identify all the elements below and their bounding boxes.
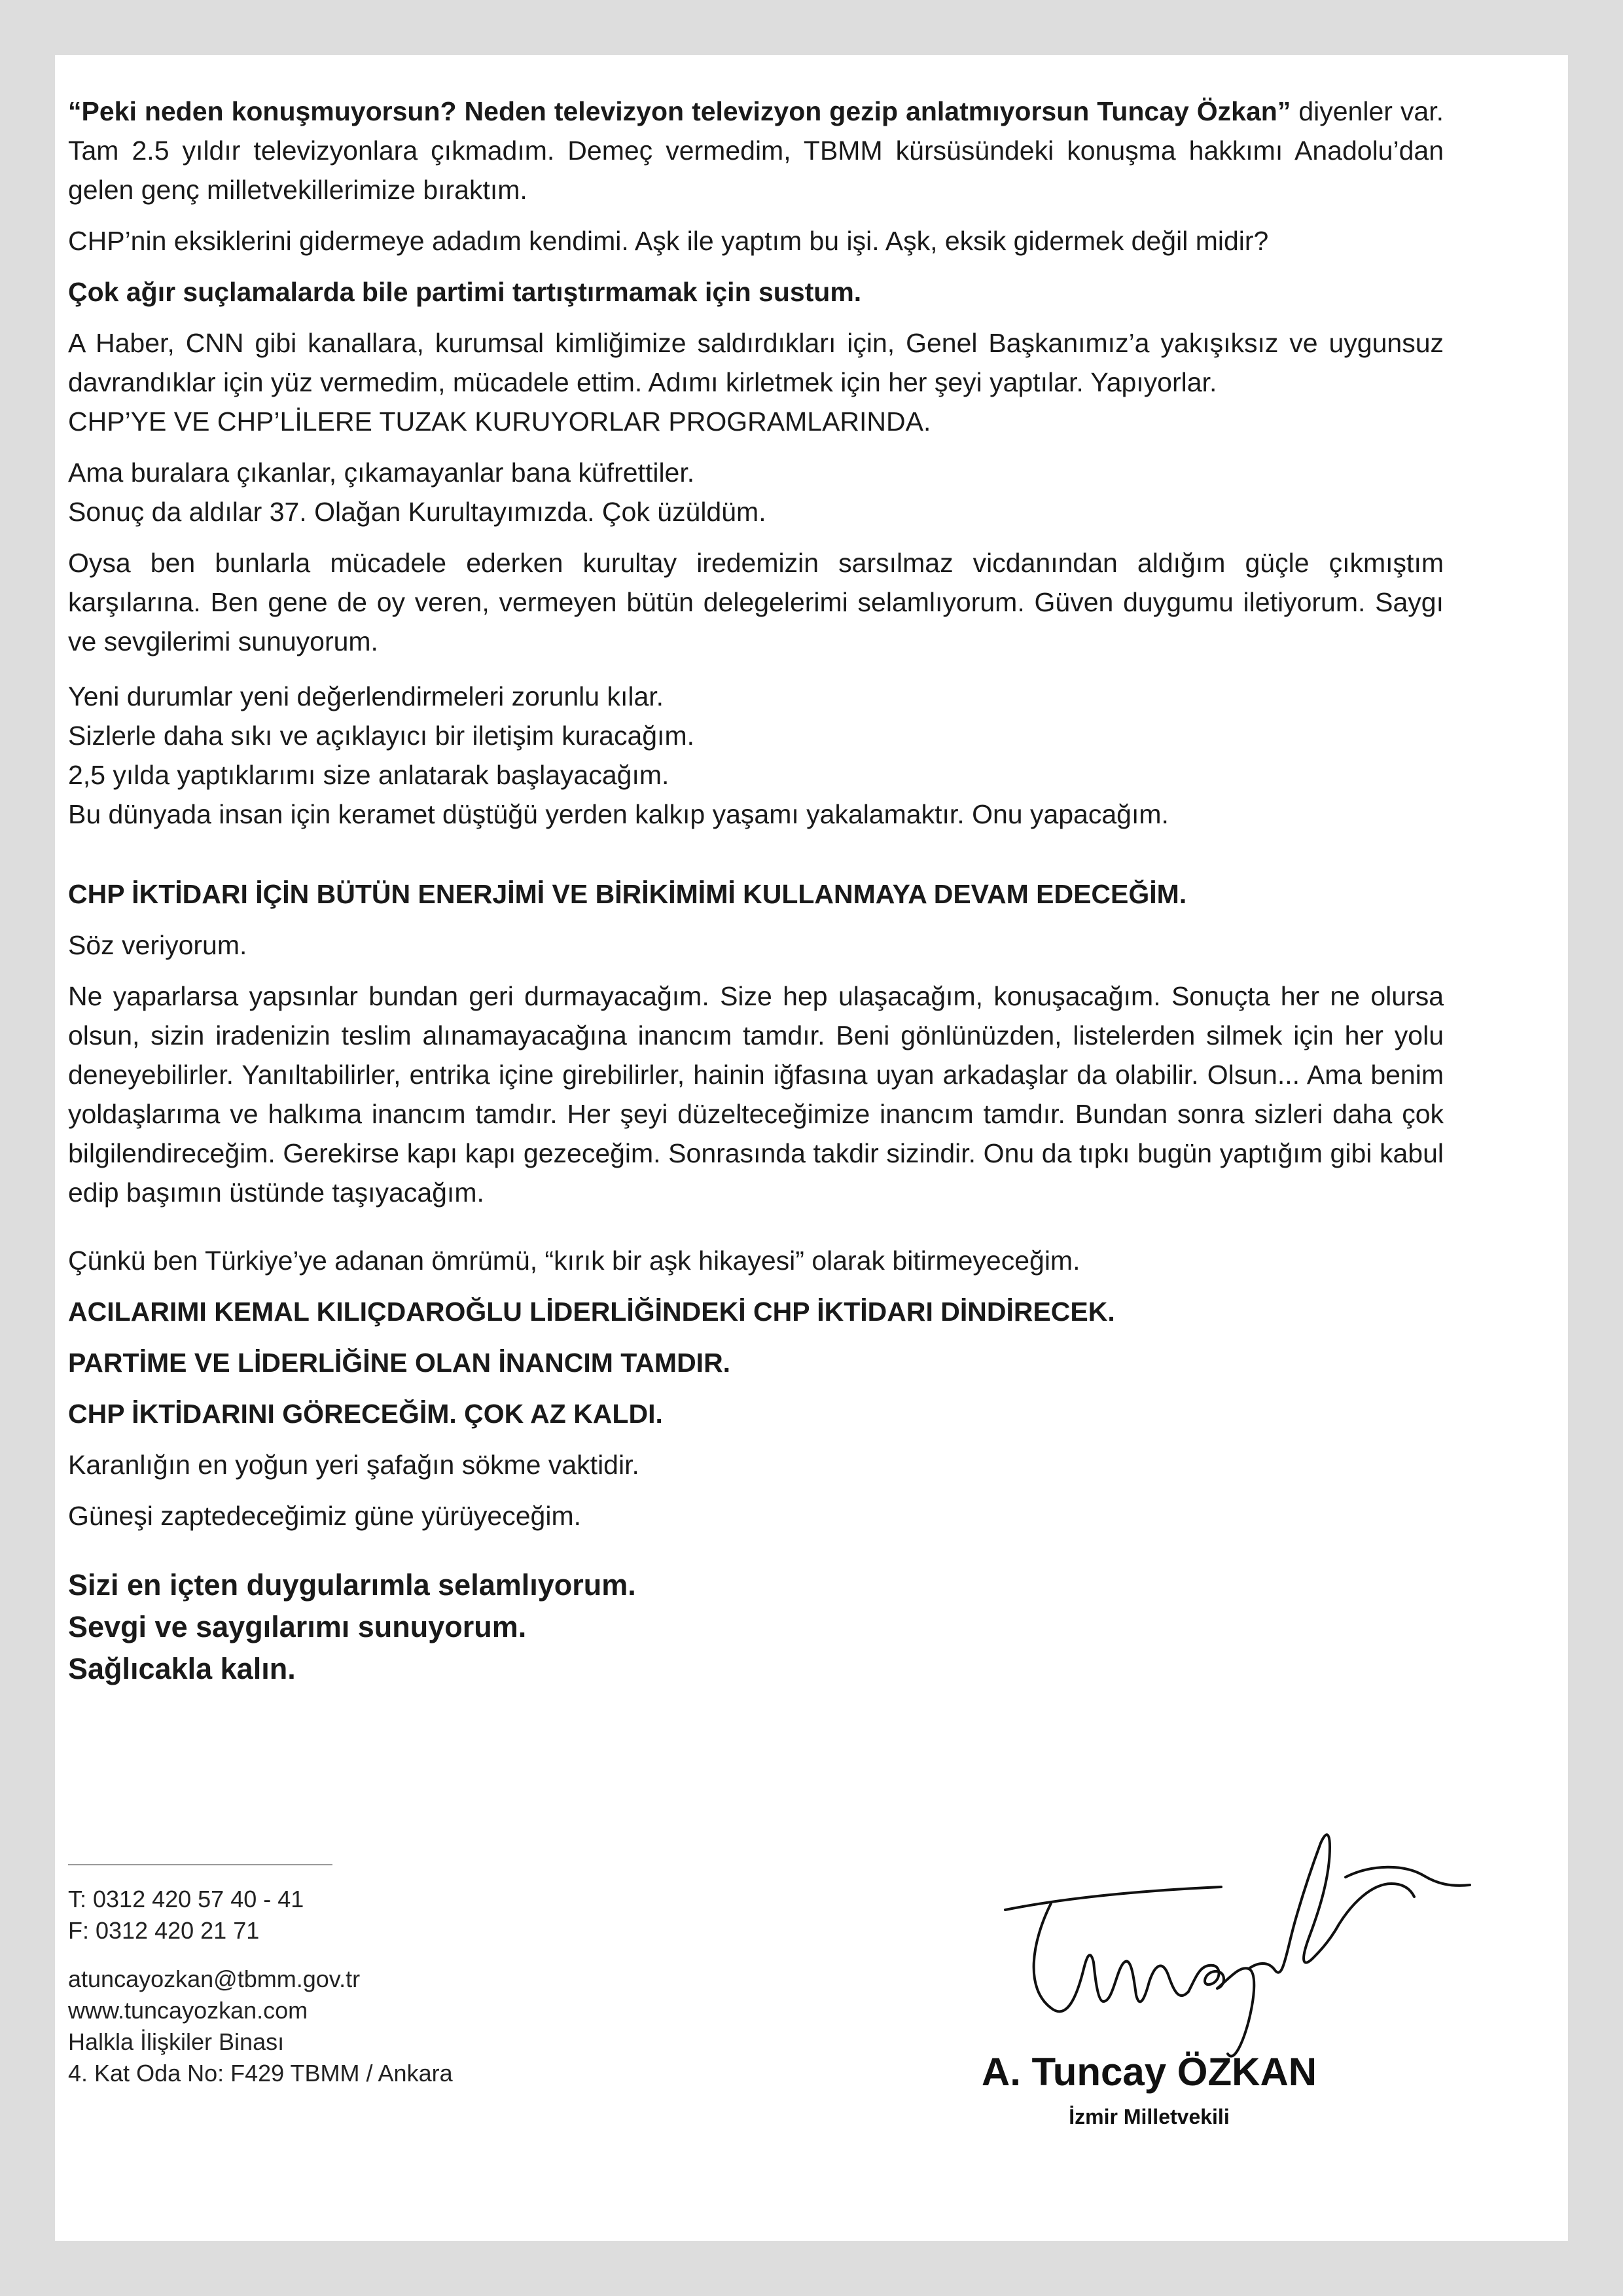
- email-link[interactable]: atuncayozkan@tbmm.gov.tr: [68, 1965, 361, 1992]
- paragraph-5-line-1: Ama buralara çıkanlar, çıkamayanlar bana küfrettiler.: [68, 457, 695, 488]
- paragraph-4-caps: CHP’YE VE CHP’LİLERE TUZAK KURUYORLAR PROGRAMLARINDA.: [68, 406, 931, 437]
- paragraph-13: PARTİME VE LİDERLİĞİNE OLAN İNANCIM TAMDIR.: [68, 1348, 731, 1378]
- footer-divider: [68, 1864, 332, 1865]
- paragraph-14: CHP İKTİDARINI GÖRECEĞİM. ÇOK AZ KALDI.: [68, 1399, 663, 1429]
- phone-number: T: 0312 420 57 40 - 41: [68, 1886, 304, 1912]
- paragraph-11: Çünkü ben Türkiye’ye adanan ömrümü, “kırık bir aşk hikayesi” olarak bitirmeyeceğim.: [68, 1246, 1080, 1276]
- paragraph-5: [68, 453, 1444, 531]
- paragraph-9: Söz veriyorum.: [68, 930, 247, 960]
- closing: [68, 1564, 1444, 1690]
- paragraph-1: [68, 92, 1444, 209]
- paragraph-7-line-3: 2,5 yılda yaptıklarımı size anlatarak başlayacağım.: [68, 760, 669, 790]
- paragraph-4-text: A Haber, CNN gibi kanallara, kurumsal kimliğimize saldırdıkları için, Genel Başkanımız’a yakışıksız ve uygunsuz davrandıklar için yüz vermedim, mücadele ettim. Adımı kirletmek için her şeyi yaptılar. Yapıyorlar.: [68, 328, 1444, 397]
- paragraph-7-line-4: Bu dünyada insan için keramet düştüğü yerden kalkıp yaşamı yakalamaktır. Onu yapacağım.: [68, 799, 1169, 829]
- paragraph-7-line-1: Yeni durumlar yeni değerlendirmeleri zorunlu kılar.: [68, 681, 664, 711]
- paragraph-8: CHP İKTİDARI İÇİN BÜTÜN ENERJİMİ VE BİRİKİMİMİ KULLANMAYA DEVAM EDECEĞİM.: [68, 879, 1187, 909]
- opening-rest: diyenler var. Tam 2.5 yıldır televizyonlara çıkmadım. Demeç vermedim, TBMM kürsüsündeki konuşma hakkımı Anadolu’dan gelen genç milletvekillerimize bıraktım.: [68, 96, 1444, 205]
- opening-quote: “Peki neden konuşmuyorsun? Neden televizyon televizyon gezip anlatmıyorsun Tuncay Özkan”: [68, 96, 1291, 126]
- paragraph-7: [68, 677, 1444, 834]
- office-address: 4. Kat Oda No: F429 TBMM / Ankara: [68, 2060, 453, 2087]
- paragraph-10: Ne yaparlarsa yapsınlar bundan geri durmayacağım. Size hep ulaşacağım, konuşacağım. Sonuçta her ne olursa olsun, sizin iradenizin teslim alınamayacağına inancım tamdır. Beni gönlünüzden, listelerden silmek için her yolu deneyebilirler. Yanıltabilirler, entrika içine girebilirler, hainin iğfasına uyan arkadaşlar da olabilir. Olsun... Ama benim yoldaşlarıma ve halkıma inancım tamdır. Her şeyi düzelteceğimize inancım tamdır. Bundan sonra sizleri daha çok bilgilendireceğim. Gerekirse kapı kapı gezeceğim. Sonrasında takdir sizindir. Onu da tıpkı bugün yaptığım gibi kabul edip başımın üstünde taşıyacağım.: [68, 981, 1444, 1208]
- paragraph-4: [68, 323, 1444, 441]
- signatory-name: A. Tuncay ÖZKAN: [981, 2050, 1317, 2094]
- fax-number: F: 0312 420 21 71: [68, 1917, 260, 1944]
- building-name: Halkla İlişkiler Binası: [68, 2028, 285, 2055]
- paragraph-6: Oysa ben bunlarla mücadele ederken kurultay iredemizin sarsılmaz vicdanından aldığım güçle çıkmıştım karşılarına. Ben gene de oy veren, vermeyen bütün delegelerimi selamlıyorum. Güven duygumu iletiyorum. Saygı ve sevgilerimi sunuyorum.: [68, 548, 1444, 656]
- signatory-title: İzmir Milletvekili: [1069, 2105, 1230, 2128]
- paragraph-16: Güneşi zaptedeceğimiz güne yürüyeceğim.: [68, 1501, 581, 1531]
- contact-address: [68, 1964, 526, 2089]
- paragraph-15: Karanlığın en yoğun yeri şafağın sökme vaktidir.: [68, 1450, 639, 1480]
- handwritten-signature: [953, 1805, 1476, 2060]
- closing-line-3: Sağlıcakla kalın.: [68, 1652, 296, 1685]
- paragraph-7-line-2: Sizlerle daha sıkı ve açıklayıcı bir iletişim kuracağım.: [68, 721, 694, 751]
- paragraph-3: Çok ağır suçlamalarda bile partimi tartıştırmamak için sustum.: [68, 277, 862, 307]
- letter-body: [68, 92, 1444, 1702]
- closing-line-2: Sevgi ve saygılarımı sunuyorum.: [68, 1610, 527, 1643]
- closing-line-1: Sizi en içten duygularımla selamlıyorum.: [68, 1568, 636, 1602]
- paragraph-5-line-2: Sonuç da aldılar 37. Olağan Kurultayımızda. Çok üzüldüm.: [68, 497, 766, 527]
- website-link[interactable]: www.tuncayozkan.com: [68, 1997, 308, 2024]
- paragraph-2: CHP’nin eksiklerini gidermeye adadım kendimi. Aşk ile yaptım bu işi. Aşk, eksik gidermek değil midir?: [68, 226, 1269, 256]
- paragraph-12: ACILARIMI KEMAL KILIÇDAROĞLU LİDERLİĞİNDEKİ CHP İKTİDARI DİNDİRECEK.: [68, 1297, 1115, 1327]
- contact-phones: [68, 1884, 526, 1946]
